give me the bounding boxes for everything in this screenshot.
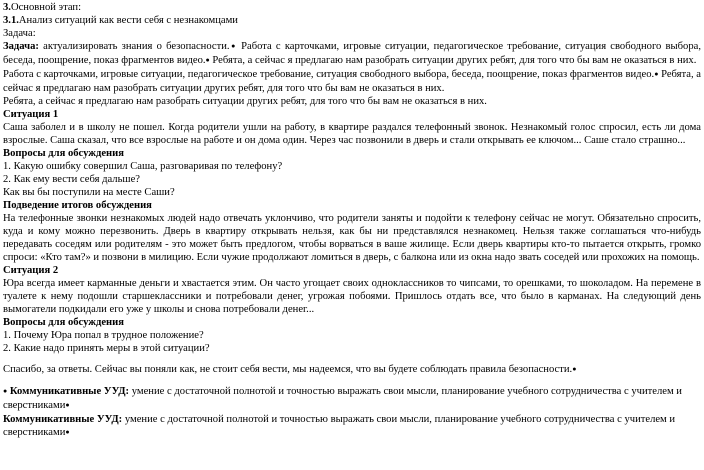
situation-2-questions-title: Вопросы для обсуждения bbox=[3, 317, 124, 328]
uud-label: Коммуникативные УУД: bbox=[9, 386, 130, 397]
spacer bbox=[3, 355, 701, 363]
bullet-icon bbox=[3, 386, 7, 397]
stage-title: Основной этап: bbox=[10, 2, 82, 13]
goals-text-3: Ребята, а сейчас я предлагаю нам разобрать ситуации других ребят, для того что бы вам не оказаться в них. bbox=[209, 55, 697, 66]
goals-text-2: Работа с карточками, игровые ситуации, педагогическое требование, ситуация свободного выбора, беседа, поощрение, показ фрагментов видео. bbox=[3, 41, 702, 66]
bullet-icon bbox=[230, 41, 237, 52]
work-text: Работа с карточками, игровые ситуации, педагогическое требование, ситуация свободного выбора, беседа, поощрение, показ фрагментов видео. bbox=[3, 69, 655, 80]
uud-item bbox=[3, 413, 701, 440]
section-title: Анализ ситуаций как вести себя с незнакомцами bbox=[18, 15, 238, 26]
situation-1-title: Ситуация 1 bbox=[3, 109, 59, 120]
stage-heading bbox=[3, 1, 701, 14]
summary-text: На телефонные звонки незнакомых людей надо отвечать уклончиво, что родители заняты и подойти к телефону сейчас не могут. Обязательно спросить, куда и кому можно перезвонить. Дверь в квартиру открывать нельзя, как бы ни представлялся незнакомец. Нельзя также соглашаться что-нибудь передавать соседям или родителям - это может быть предлогом, чтобы ворваться в ваше жилище. Если дверь квартиры кто-то пытается открыть, громко спроси: «Кто там?» и позвони в милицию. Если чужие продолжают ломиться в дверь, с балкона или из окна надо звать соседей или прохожих на помощь. bbox=[3, 213, 701, 263]
goals-text-1: актуализировать знания о безопасности. bbox=[38, 41, 230, 52]
situation-1-questions-title: Вопросы для обсуждения bbox=[3, 148, 124, 159]
section-heading bbox=[3, 14, 701, 27]
situation-2-title: Ситуация 2 bbox=[3, 265, 59, 276]
work-paragraph bbox=[3, 68, 701, 95]
uud-text: умение с достаточной полнотой и точностью выражать свои мысли, планирование учебного сотрудничества с учителем и сверстниками bbox=[3, 386, 682, 411]
question-item: 2. Какие надо принять меры в этой ситуации? bbox=[3, 343, 210, 354]
task-label: Задача: bbox=[3, 28, 36, 39]
question-item: 2. Как ему вести себя дальше? bbox=[3, 174, 140, 185]
bullet-icon bbox=[65, 400, 69, 411]
question-item: 1. Почему Юра попал в трудное положение? bbox=[3, 330, 204, 341]
uud-item bbox=[3, 385, 701, 413]
bullet-icon bbox=[65, 427, 69, 438]
situation-1-text: Саша заболел и в школу не пошел. Когда родители ушли на работу, в квартире раздался телефонный звонок. Незнакомый голос спросил, есть ли дома взрослые. Саша сказал, что все взрослые на работе и он дома один. Через час позвонили в дверь и стали открывать ее ключом... Саше стало страшно... bbox=[3, 122, 701, 146]
uud-label: Коммуникативные УУД: bbox=[3, 414, 123, 425]
bullet-icon bbox=[572, 364, 576, 375]
goals-paragraph bbox=[3, 40, 701, 68]
stage-number: 3. bbox=[3, 2, 11, 13]
work-text-tail: Ребята, а сейчас я предлагаю нам разобрать ситуации других ребят, для того что бы вам не оказаться в них. bbox=[3, 69, 702, 94]
closing-paragraph: Спасибо, за ответы. Сейчас вы поняли как, не стоит себя вести, мы надеемся, что вы будете соблюдать правила безопасности.● bbox=[3, 363, 701, 377]
section-number: 3.1. bbox=[3, 15, 19, 26]
goals-label: Задача: bbox=[3, 41, 39, 52]
situation-2-text: Юра всегда имеет карманные деньги и хвастается этим. Он часто угощает своих одноклассников то чипсами, то орешками, то шоколадом. На перемене в туалете к нему подошли старшеклассники и потребовали денег, угрожая побоями. Пришлось отдать все, что было в карманах. На следующий день вымогатели подкидали его уже у школы и снова потребовали денег... bbox=[3, 278, 701, 315]
uud-text: умение с достаточной полнотой и точностью выражать свои мысли, планирование учебного сотрудничества с учителем и сверстниками bbox=[3, 414, 676, 438]
intro-paragraph: Ребята, а сейчас я предлагаю нам разобрать ситуации других ребят, для того что бы вам не оказаться в них. bbox=[3, 96, 487, 107]
spacer bbox=[3, 377, 701, 385]
question-item: 1. Какую ошибку совершил Саша, разговаривая по телефону? bbox=[3, 161, 283, 172]
question-item: Как вы бы поступили на месте Саши? bbox=[3, 187, 175, 198]
summary-title: Подведение итогов обсуждения bbox=[3, 200, 152, 211]
